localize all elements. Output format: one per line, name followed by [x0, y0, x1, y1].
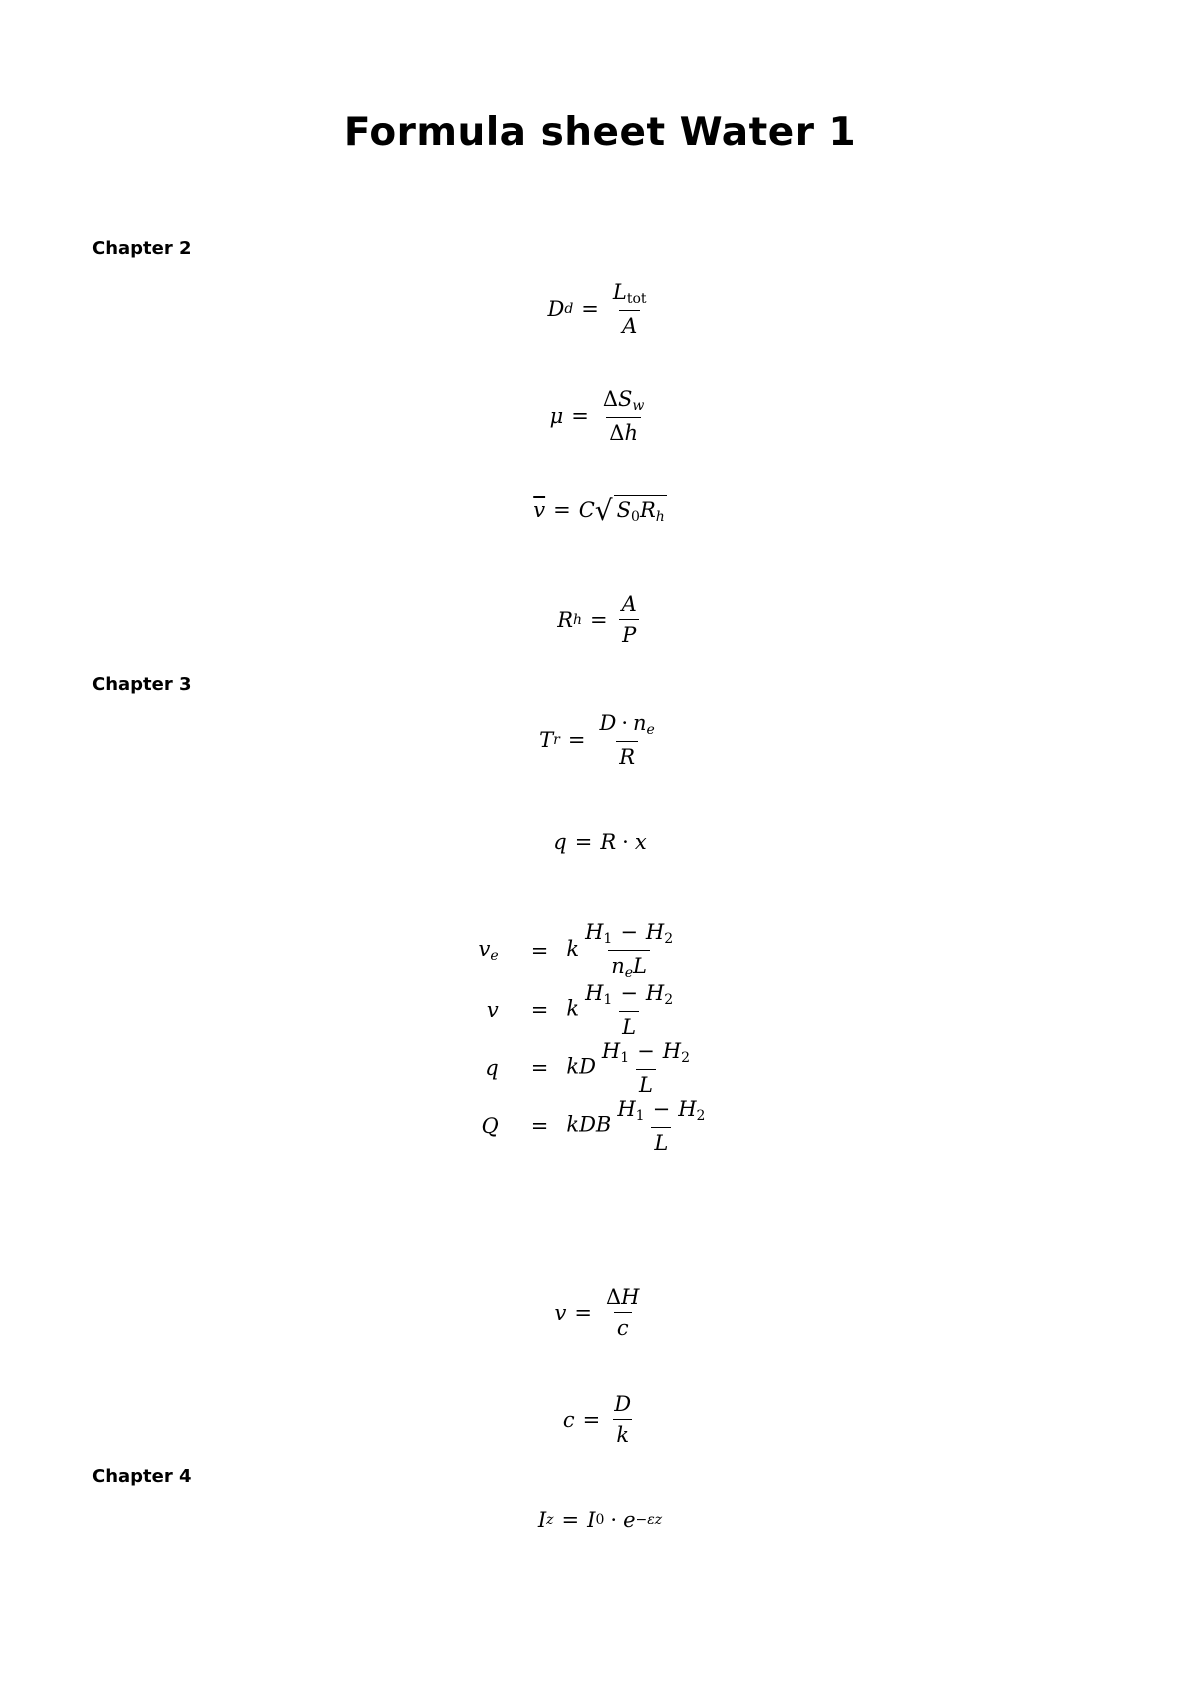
equals: =: [553, 498, 571, 522]
sym: R: [639, 498, 656, 522]
sym: L: [654, 1131, 669, 1155]
sub: r: [553, 732, 560, 748]
sym: k: [566, 1112, 580, 1137]
sub: 2: [696, 1108, 706, 1124]
sym: A: [622, 314, 638, 338]
sym: H: [585, 981, 604, 1005]
sym: h: [624, 421, 638, 445]
radical-sign: √: [594, 494, 613, 527]
sym: μ: [549, 404, 564, 428]
sym: H: [645, 920, 665, 944]
equation-resistance: [0, 1392, 1200, 1447]
sym: D: [614, 1392, 632, 1416]
sym: k: [616, 1423, 630, 1447]
fraction: [614, 1097, 708, 1155]
sym: L: [622, 1015, 637, 1039]
sub: d: [564, 301, 574, 317]
equation-row-q: [479, 1039, 712, 1097]
sym: v: [486, 998, 499, 1022]
sym: H: [645, 981, 665, 1005]
sym: I: [537, 1508, 547, 1532]
sub: h: [573, 611, 583, 628]
sym: S: [616, 498, 632, 522]
equals: =: [567, 728, 586, 752]
sym: k: [566, 1054, 580, 1079]
minus: −: [652, 1097, 671, 1121]
minus: −: [620, 981, 638, 1005]
sym: H: [617, 1097, 636, 1121]
sym: L: [633, 954, 647, 978]
square-root: [595, 495, 667, 525]
sym: R: [557, 607, 573, 632]
equation-light-extinction: [0, 1508, 1200, 1532]
equals: =: [590, 607, 608, 632]
sym: v: [554, 1300, 567, 1325]
equals: =: [530, 1114, 549, 1138]
sym: v: [533, 498, 546, 522]
sub: 0: [631, 509, 640, 525]
sym: c: [562, 1407, 575, 1432]
sym: q: [485, 1056, 499, 1080]
sym: k: [566, 996, 580, 1021]
sup: −εz: [635, 1512, 663, 1528]
sub: e: [490, 948, 499, 964]
sym: Δ: [602, 387, 619, 411]
equation-residence-time: [0, 711, 1200, 769]
equation-row-Q: [479, 1097, 712, 1155]
equation-drainage-density: [0, 280, 1200, 338]
fraction: [582, 920, 676, 981]
sym: I: [587, 1508, 596, 1532]
equation-row-ve: [479, 920, 712, 981]
sym: L: [638, 1073, 653, 1097]
chapter-4-heading: Chapter 4: [92, 1466, 192, 1487]
fraction: [619, 592, 640, 647]
fraction: [582, 981, 676, 1039]
sub: 1: [603, 992, 613, 1008]
cdot: ·: [621, 711, 629, 735]
sym: C: [578, 498, 595, 522]
sub: 2: [664, 992, 674, 1008]
fraction: [599, 1039, 693, 1097]
sym: D: [579, 1054, 596, 1079]
cdot: ·: [610, 1508, 618, 1532]
equals: =: [581, 297, 599, 321]
equals: =: [530, 998, 549, 1022]
sym: R: [619, 745, 636, 769]
sub: 0: [595, 1512, 605, 1528]
sym: D: [547, 297, 565, 321]
sym: n: [611, 954, 625, 978]
equals: =: [582, 1407, 601, 1432]
sym: D: [599, 711, 617, 735]
fraction: [600, 387, 648, 445]
page-title: Formula sheet Water 1: [343, 110, 857, 155]
sym: H: [678, 1097, 697, 1121]
sym: x: [634, 830, 647, 854]
sub: z: [546, 1512, 554, 1528]
sym: v: [478, 937, 491, 961]
equals: =: [530, 1056, 549, 1080]
sym: P: [622, 623, 637, 647]
sym: Δ: [609, 421, 625, 445]
sym: q: [553, 830, 567, 854]
sym: B: [595, 1112, 612, 1137]
sym: H: [601, 1039, 621, 1063]
sym: S: [618, 387, 633, 411]
equation-specific-yield: [0, 387, 1200, 445]
equation-chezy: [0, 495, 1200, 525]
sym: Δ: [605, 1285, 622, 1309]
sub: e: [646, 722, 655, 738]
sub: w: [632, 398, 645, 414]
equals: =: [571, 404, 589, 428]
sym: Q: [481, 1114, 499, 1138]
cdot: ·: [622, 830, 629, 854]
minus: −: [620, 920, 638, 944]
sym: c: [616, 1316, 629, 1340]
sym: A: [621, 592, 637, 616]
equals: =: [561, 1508, 580, 1532]
equation-row-v: [479, 981, 712, 1039]
fraction: [611, 1392, 634, 1447]
equation-flux: [0, 830, 1200, 854]
equation-velocity-resistance: [0, 1285, 1200, 1340]
sym: n: [633, 711, 647, 735]
fraction: [610, 280, 650, 338]
minus: −: [637, 1039, 655, 1063]
sym: e: [623, 1508, 636, 1532]
fraction: [603, 1285, 643, 1340]
sym: H: [621, 1285, 640, 1309]
sub: h: [655, 509, 665, 525]
sym: R: [600, 830, 617, 854]
darcy-aligned-block: [0, 920, 1200, 1155]
equals: =: [574, 830, 593, 854]
sym: H: [585, 920, 604, 944]
fraction: [596, 711, 657, 769]
chapter-2-heading: Chapter 2: [92, 238, 192, 259]
equals: =: [574, 1300, 592, 1325]
equals: =: [530, 938, 549, 963]
sub: 1: [603, 931, 613, 947]
equation-hydraulic-radius: [0, 592, 1200, 647]
sym: D: [579, 1112, 596, 1137]
sym: L: [612, 280, 627, 304]
sub: 1: [620, 1050, 630, 1066]
chapter-3-heading: Chapter 3: [92, 674, 192, 695]
sub: 2: [664, 931, 674, 947]
sub: 1: [635, 1108, 645, 1124]
sub: e: [624, 965, 634, 981]
sym: H: [662, 1039, 682, 1063]
sub: 2: [681, 1050, 691, 1066]
sym: k: [566, 937, 580, 961]
sub: tot: [626, 291, 647, 307]
sym: T: [539, 728, 554, 752]
